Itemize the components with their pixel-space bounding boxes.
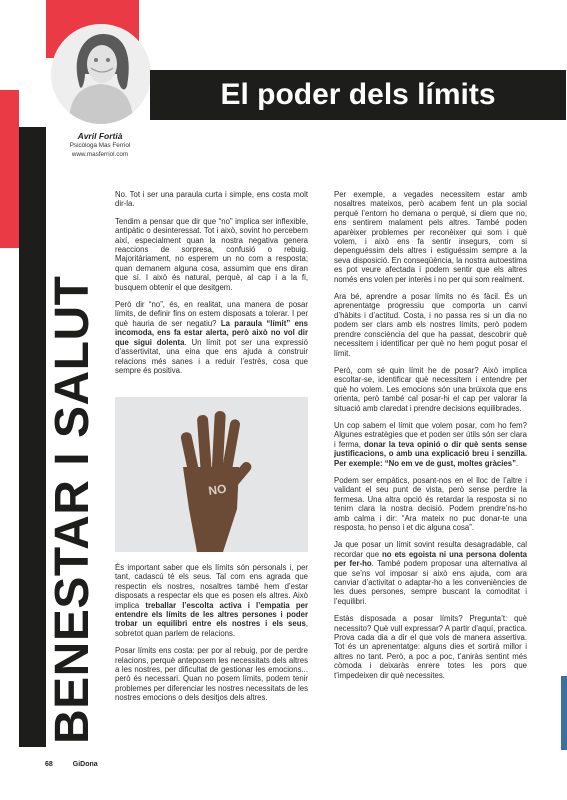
paragraph: No. Tot i ser una paraula curta i simple, ens costa molt dir-la. (115, 190, 308, 209)
column-1-bottom (115, 563, 308, 711)
blue-accent (561, 676, 567, 750)
paragraph: Un cop sabem el límit que volem posar, com ho fem? Algunes estratègies que et poden ser útils són ser clara i ferma, donar la teva opinió o dir què sents sense justificacions, o amb una explicació breu i senzilla. Per exemple: “No em ve de gust, moltes gràcies”. (334, 420, 527, 468)
paragraph: Tendim a pensar que dir que “no” implica ser inflexible, antipàtic o desinteressat. Tot i això, sovint ho percebem així, especialment quan la nostra negativa genera reaccions de sorpresa, confusió o rebuig. Majoritàriament, no esperem un no com a resposta; quan demanem alguna cosa, assumim que ens diran que sí. I això és natural, perquè, al cap i a la fi, busquem obtenir el que desitgem. (115, 216, 308, 292)
hand-photo (115, 397, 308, 552)
section-label: BENESTAR I SALUT (46, 275, 99, 744)
author-box (50, 131, 150, 159)
paragraph: Estàs disposada a posar límits? Pregunta’t: què necessito? Què vull expressar? A partir d’aquí, practica. Prova cada dia a dir el que vols de manera assertiva. Tot és un aprenentatge: alguns dies et sortirà millor i altres no tant. Però, a poc a poc, t’aniràs sentint més còmoda i deixaràs enrere totes les pors que t’impedeixen dir què necessites. (334, 614, 527, 680)
article-title: El poder dels límits (220, 78, 496, 111)
page-number: 68 (45, 761, 53, 768)
page-footer (45, 761, 98, 768)
paragraph: Ara bé, aprendre a posar límits no és fàcil. És un aprenentatge progressiu que comporta un canvi d’hàbits i d’actitud. Costa, i no passa res si un dia no podem ser clars amb els nostres límits, però podem prendre consciència del que ha passat, descobrir què necessitem i identificar per què no hem pogut posar el límit. (334, 292, 527, 358)
red-accent-left (0, 90, 19, 248)
hand-text: NO (207, 481, 228, 498)
section-bar (19, 127, 46, 747)
paragraph: Ja que posar un límit sovint resulta desagradable, cal recordar que no ets egoista ni una persona dolenta per fer-ho. També podem proposar una alternativa al que se’ns vol imposar si això ens ajuda, com ara canviar d’activitat o adaptar-ho a les conveniències de les dues persones, sempre buscant la comoditat i l’equilibri. (334, 540, 527, 606)
paragraph: Però dir “no”, és, en realitat, una manera de posar límits, de definir fins on estem disposats a tolerar. I per què hauria de ser negatiu? La paraula “límit” ens incomoda, ens fa estar alerta, però això no vol dir que sigui dolenta. Un límit pot ser una expressió d’assertivitat, una eina que ens ajuda a construir relacions més sanes i a reduir l’estrès, cosa que sempre és positiva. (115, 300, 309, 375)
paragraph: És important saber que els límits són personals i, per tant, cadascú té els seus. Tal com ens agrada que respectin els nostres, nosaltres també hem d’estar disposats a respectar els que es posen els altres. Això implica treballar l’escolta activa i l’empatia per entendre els límits de les altres persones i poder trobar un equilibri entre els nostres i els seus, sobretot quan parlem de relacions. (115, 563, 308, 638)
column-2 (334, 190, 527, 688)
paragraph: Podem ser empàtics, posant-nos en el lloc de l’altre i validant el seu punt de vista, però sense perdre la fermesa. Una altra opció és retardar la resposta si no tenim clara la nostra decisió. Podem prendre’ns-ho amb calma i dir: “Ara mateix no puc donar-te una resposta, ho penso i et dic alguna cosa”. (334, 475, 527, 532)
author-photo (51, 24, 151, 124)
author-website[interactable]: www.masferriol.com (71, 151, 129, 158)
magazine-name: GiDona (72, 761, 98, 768)
column-1 (115, 190, 308, 383)
paragraph: Però, com sé quin límit he de posar? Això implica escoltar-se, identificar què necessitem i entendre per què ho volem. Les emocions són una brúixola que ens orienta, però també cal posar-hi el cap per valorar la situació amb claredat i prendre decisions equilibrades. (334, 365, 527, 413)
paragraph: Posar límits ens costa: per por al rebuig, por de perdre relacions, perquè anteposem les necessitats dels altres a les nostres, per dificultat de gestionar les emocions... però és necessari. Quan no posem límits, podem tenir problemes per diferenciar les nostres necessitats de les nostres emocions o dels desitjos dels altres. (115, 646, 308, 703)
title-bar (150, 70, 566, 120)
author-role: Psicòloga Mas Ferriol (69, 142, 131, 149)
paragraph: Per exemple, a vegades necessitem estar amb nosaltres mateixos, però acabem fent un pla social perquè l’entorn ho demana o perquè, si diem que no, ens sentirem malament pels altres. També poden aparèixer problemes per reconèixer qui som i què volem, i això ens fa sentir insegurs, com si depenguéssim dels altres i estiguéssim sempre a la seva disposició. En conseqüència, la nostra autoestima es pot veure afectada i podem sentir que els altres només ens volen per interès i no per qui som realment. (334, 190, 527, 284)
author-name: Avril Fortià (77, 131, 123, 141)
